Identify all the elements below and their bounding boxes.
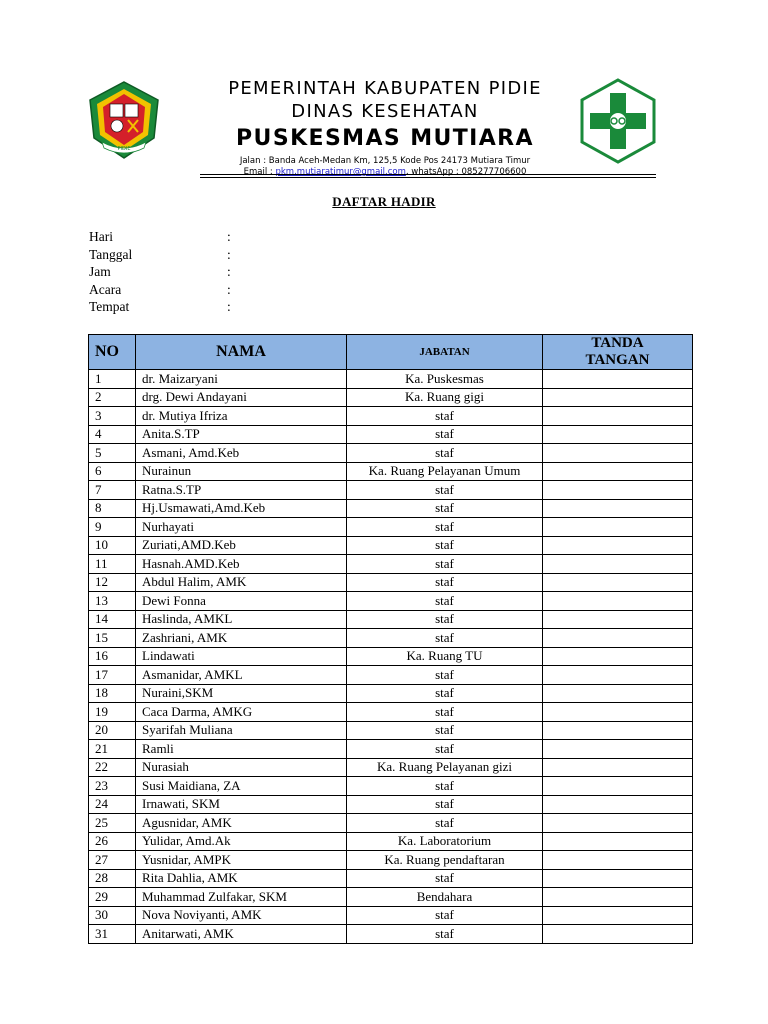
row-jabatan: staf [347, 573, 543, 592]
info-row-tempat [89, 299, 247, 317]
row-jabatan: staf [347, 666, 543, 685]
row-no: 14 [89, 610, 136, 629]
row-no: 5 [89, 444, 136, 463]
table-header-row [89, 335, 693, 370]
email-label: Email : [243, 167, 276, 177]
signature-cell[interactable] [543, 629, 693, 648]
table-row [89, 832, 693, 851]
row-jabatan: staf [347, 629, 543, 648]
header-jabatan: JABATAN [347, 335, 543, 370]
row-nama: Lindawati [136, 647, 347, 666]
table-row [89, 869, 693, 888]
info-label: Acara [89, 281, 122, 297]
row-no: 4 [89, 425, 136, 444]
row-nama: Nurhayati [136, 518, 347, 537]
table-row [89, 721, 693, 740]
row-no: 24 [89, 795, 136, 814]
row-nama: Nova Noviyanti, AMK [136, 906, 347, 925]
row-no: 27 [89, 851, 136, 870]
table-row [89, 758, 693, 777]
row-no: 28 [89, 869, 136, 888]
row-nama: Rita Dahlia, AMK [136, 869, 347, 888]
row-no: 21 [89, 740, 136, 759]
table-row [89, 888, 693, 907]
table-body [89, 370, 693, 944]
signature-cell[interactable] [543, 851, 693, 870]
row-jabatan: Ka. Ruang Pelayanan Umum [347, 462, 543, 481]
row-nama: Nurasiah [136, 758, 347, 777]
signature-cell[interactable] [543, 462, 693, 481]
signature-cell[interactable] [543, 388, 693, 407]
info-row-acara [89, 282, 247, 300]
signature-cell[interactable] [543, 795, 693, 814]
row-no: 16 [89, 647, 136, 666]
row-jabatan: Bendahara [347, 888, 543, 907]
table-row [89, 481, 693, 500]
signature-cell[interactable] [543, 777, 693, 796]
row-jabatan: Ka. Laboratorium [347, 832, 543, 851]
row-no: 31 [89, 925, 136, 944]
row-jabatan: Ka. Ruang pendaftaran [347, 851, 543, 870]
row-jabatan: staf [347, 740, 543, 759]
table-row [89, 518, 693, 537]
row-jabatan: staf [347, 925, 543, 944]
info-row-jam [89, 264, 247, 282]
row-no: 9 [89, 518, 136, 537]
row-jabatan: staf [347, 444, 543, 463]
table-row [89, 388, 693, 407]
row-nama: Anitarwati, AMK [136, 925, 347, 944]
row-nama: dr. Mutiya Ifriza [136, 407, 347, 426]
row-no: 23 [89, 777, 136, 796]
row-nama: Yulidar, Amd.Ak [136, 832, 347, 851]
signature-cell[interactable] [543, 425, 693, 444]
header-ttd-line1: TANDA [591, 335, 644, 351]
signature-cell[interactable] [543, 814, 693, 833]
table-row [89, 851, 693, 870]
row-nama: Zuriati,AMD.Keb [136, 536, 347, 555]
row-nama: dr. Maizaryani [136, 370, 347, 389]
info-colon: : [227, 281, 231, 297]
row-nama: Zashriani, AMK [136, 629, 347, 648]
row-no: 29 [89, 888, 136, 907]
info-colon: : [227, 246, 231, 262]
department-name: DINAS KESEHATAN [291, 101, 479, 122]
table-row [89, 407, 693, 426]
row-jabatan: staf [347, 536, 543, 555]
info-colon: : [227, 229, 231, 244]
row-no: 3 [89, 407, 136, 426]
table-row [89, 462, 693, 481]
signature-cell[interactable] [543, 536, 693, 555]
table-row [89, 629, 693, 648]
row-no: 2 [89, 388, 136, 407]
table-row [89, 795, 693, 814]
institution-name: PUSKESMAS MUTIARA [236, 126, 534, 151]
signature-cell[interactable] [543, 592, 693, 611]
row-no: 17 [89, 666, 136, 685]
signature-cell[interactable] [543, 444, 693, 463]
signature-cell[interactable] [543, 888, 693, 907]
table-row [89, 592, 693, 611]
row-no: 1 [89, 370, 136, 389]
signature-cell[interactable] [543, 407, 693, 426]
table-row [89, 555, 693, 574]
signature-cell[interactable] [543, 555, 693, 574]
row-no: 6 [89, 462, 136, 481]
row-jabatan: Ka. Puskesmas [347, 370, 543, 389]
signature-cell[interactable] [543, 758, 693, 777]
letterhead [150, 78, 620, 178]
row-no: 13 [89, 592, 136, 611]
table-row [89, 444, 693, 463]
letterhead-divider-thick [200, 174, 656, 175]
row-no: 25 [89, 814, 136, 833]
row-jabatan: staf [347, 814, 543, 833]
info-row-hari [89, 229, 247, 247]
info-label: Hari [89, 229, 113, 244]
row-jabatan: staf [347, 684, 543, 703]
row-nama: Yusnidar, AMPK [136, 851, 347, 870]
row-nama: Muhammad Zulfakar, SKM [136, 888, 347, 907]
row-jabatan: Ka. Ruang gigi [347, 388, 543, 407]
puskesmas-logo-icon [578, 77, 658, 165]
row-no: 22 [89, 758, 136, 777]
row-nama: Ratna.S.TP [136, 481, 347, 500]
row-jabatan: staf [347, 518, 543, 537]
row-nama: Hasnah.AMD.Keb [136, 555, 347, 574]
signature-cell[interactable] [543, 740, 693, 759]
info-fields [89, 229, 247, 317]
info-colon: : [227, 264, 231, 279]
row-no: 19 [89, 703, 136, 722]
header-no: NO [89, 335, 136, 370]
row-jabatan: staf [347, 906, 543, 925]
row-no: 11 [89, 555, 136, 574]
row-nama: drg. Dewi Andayani [136, 388, 347, 407]
row-no: 15 [89, 629, 136, 648]
attendance-table [88, 334, 693, 944]
table-row [89, 666, 693, 685]
row-nama: Syarifah Muliana [136, 721, 347, 740]
row-jabatan: staf [347, 407, 543, 426]
row-nama: Susi Maidiana, ZA [136, 777, 347, 796]
email-link[interactable]: pkm.mutiaratimur@gmail.com [275, 167, 406, 177]
row-nama: Nurainun [136, 462, 347, 481]
signature-cell[interactable] [543, 869, 693, 888]
signature-cell[interactable] [543, 610, 693, 629]
row-nama: Agusnidar, AMK [136, 814, 347, 833]
row-jabatan: staf [347, 425, 543, 444]
row-nama: Asmanidar, AMKL [136, 666, 347, 685]
row-jabatan: staf [347, 703, 543, 722]
info-label: Tempat [89, 299, 130, 314]
info-row-tanggal [89, 247, 247, 265]
row-jabatan: staf [347, 555, 543, 574]
info-label: Jam [89, 264, 111, 279]
row-nama: Dewi Fonna [136, 592, 347, 611]
row-no: 8 [89, 499, 136, 518]
row-nama: Hj.Usmawati,Amd.Keb [136, 499, 347, 518]
signature-cell[interactable] [543, 647, 693, 666]
row-no: 20 [89, 721, 136, 740]
row-no: 7 [89, 481, 136, 500]
table-row [89, 777, 693, 796]
row-jabatan: staf [347, 592, 543, 611]
row-nama: Caca Darma, AMKG [136, 703, 347, 722]
header-tanda-tangan [543, 335, 693, 370]
table-row [89, 906, 693, 925]
header-ttd-line2: TANGAN [585, 352, 650, 368]
row-nama: Asmani, Amd.Keb [136, 444, 347, 463]
table-row [89, 647, 693, 666]
row-jabatan: staf [347, 869, 543, 888]
table-row [89, 536, 693, 555]
signature-cell[interactable] [543, 925, 693, 944]
table-row [89, 814, 693, 833]
header-nama: NAMA [136, 335, 347, 370]
table-row [89, 573, 693, 592]
table-row [89, 610, 693, 629]
row-jabatan: staf [347, 721, 543, 740]
signature-cell[interactable] [543, 906, 693, 925]
table-row [89, 370, 693, 389]
row-nama: Abdul Halim, AMK [136, 573, 347, 592]
row-nama: Nuraini,SKM [136, 684, 347, 703]
signature-cell[interactable] [543, 518, 693, 537]
row-jabatan: staf [347, 777, 543, 796]
signature-cell[interactable] [543, 666, 693, 685]
info-label: Tanggal [89, 246, 133, 262]
table-row [89, 925, 693, 944]
row-no: 10 [89, 536, 136, 555]
table-row [89, 499, 693, 518]
row-nama: Haslinda, AMKL [136, 610, 347, 629]
signature-cell[interactable] [543, 370, 693, 389]
address-line: Jalan : Banda Aceh-Medan Km, 125,5 Kode Pos 24173 Mutiara Timur [239, 156, 531, 166]
info-colon: : [227, 299, 231, 314]
signature-cell[interactable] [543, 573, 693, 592]
row-jabatan: staf [347, 795, 543, 814]
signature-cell[interactable] [543, 721, 693, 740]
signature-cell[interactable] [543, 832, 693, 851]
document-title: DAFTAR HADIR [332, 194, 436, 209]
row-jabatan: staf [347, 481, 543, 500]
whatsapp-text: , whatsApp : 085277706600 [405, 167, 527, 177]
table-row [89, 684, 693, 703]
signature-cell[interactable] [543, 703, 693, 722]
row-jabatan: Ka. Ruang TU [347, 647, 543, 666]
letterhead-divider-thin [200, 177, 656, 178]
row-jabatan: staf [347, 499, 543, 518]
row-nama: Ramli [136, 740, 347, 759]
row-no: 18 [89, 684, 136, 703]
row-no: 26 [89, 832, 136, 851]
emblem-text: PIDIE [117, 146, 131, 152]
signature-cell[interactable] [543, 481, 693, 500]
row-no: 12 [89, 573, 136, 592]
signature-cell[interactable] [543, 499, 693, 518]
table-row [89, 425, 693, 444]
row-no: 30 [89, 906, 136, 925]
row-nama: Irnawati, SKM [136, 795, 347, 814]
government-name: PEMERINTAH KABUPATEN PIDIE [228, 78, 542, 99]
row-jabatan: Ka. Ruang Pelayanan gizi [347, 758, 543, 777]
row-jabatan: staf [347, 610, 543, 629]
table-row [89, 703, 693, 722]
signature-cell[interactable] [543, 684, 693, 703]
row-nama: Anita.S.TP [136, 425, 347, 444]
table-row [89, 740, 693, 759]
